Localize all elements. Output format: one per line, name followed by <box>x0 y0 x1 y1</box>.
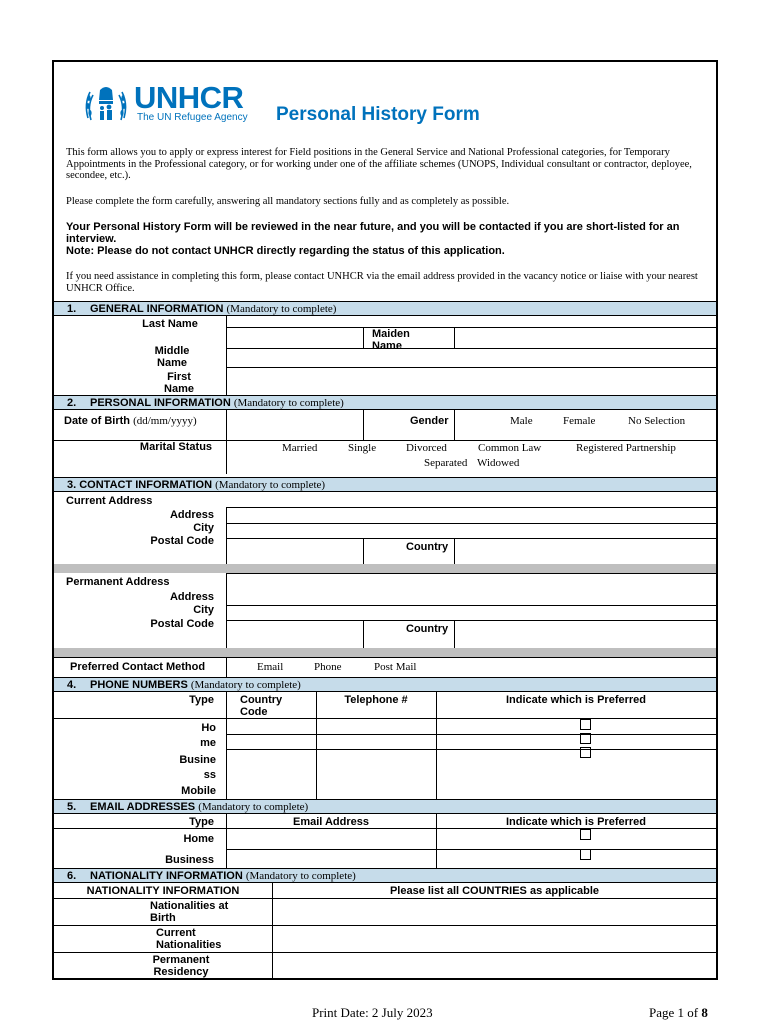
contact-option-email[interactable]: Email <box>257 661 284 673</box>
nationalities-at-birth-input[interactable] <box>273 899 716 924</box>
section-2-header: 2. PERSONAL INFORMATION (Mandatory to complete) <box>54 395 716 410</box>
gender-option-male[interactable]: Male <box>510 415 533 427</box>
last-name-label: Last Name <box>142 318 198 330</box>
marital-status-label: Marital Status <box>139 441 213 453</box>
section-3-header: 3. CONTACT INFORMATION (Mandatory to complete) <box>54 477 716 492</box>
email-business-input[interactable] <box>227 850 435 867</box>
gender-label: Gender <box>410 415 449 427</box>
maiden-name-label: Maiden Name <box>372 328 410 352</box>
page-number: Page 1 of 8 <box>649 1005 708 1020</box>
phone-business-preferred-checkbox[interactable] <box>580 733 591 744</box>
email-type-header: Type <box>189 816 214 828</box>
email-row-business-label: Business <box>165 854 214 866</box>
permanent-residency-label: Permanent Residency <box>152 954 210 978</box>
country-code-header: Country Code <box>240 694 283 718</box>
section-6-header: 6. NATIONALITY INFORMATION (Mandatory to complete) <box>54 868 716 883</box>
marital-option-common-law[interactable]: Common Law <box>478 442 542 454</box>
marital-option-widowed[interactable]: Widowed <box>477 457 520 469</box>
intro-paragraph-1: This form allows you to apply or express interest for Field positions in the General Service and National Professional categories, for Temporary Appointments in the Professional category, or for working under one of the affiliate schemes (UNOPS, Individual consultant or contractor, deployee, secondee, etc.). <box>66 147 692 181</box>
gender-option-none[interactable]: No Selection <box>628 415 686 427</box>
nationalities-at-birth-label: Nationalities at Birth <box>150 900 229 924</box>
org-name: UNHCR <box>134 80 244 115</box>
current-city-label: City <box>193 522 214 534</box>
current-postal-label: Postal Code <box>150 535 214 547</box>
section-5-header: 5. EMAIL ADDRESSES (Mandatory to complete) <box>54 799 716 814</box>
marital-option-separated[interactable]: Separated <box>424 457 468 469</box>
phone-preferred-header: Indicate which is Preferred <box>506 694 646 706</box>
phone-type-header: Type <box>189 694 214 706</box>
intro-paragraph-2: Please complete the form carefully, answering all mandatory sections fully and as completely as possible. <box>66 196 510 207</box>
maiden-name-input[interactable] <box>455 328 715 347</box>
first-name-label: First Name <box>164 371 194 395</box>
permanent-country-input[interactable] <box>455 621 715 647</box>
marital-option-married[interactable]: Married <box>282 442 318 454</box>
middle-name-input[interactable] <box>227 349 715 366</box>
list-countries-header: Please list all COUNTRIES as applicable <box>389 885 600 897</box>
last-name-input[interactable] <box>226 327 362 347</box>
permanent-postal-label: Postal Code <box>150 618 214 630</box>
marital-option-single[interactable]: Single <box>348 442 377 454</box>
phone-row-business-label: Business <box>179 754 216 781</box>
dob-input[interactable] <box>227 411 362 440</box>
current-address-label: Current Address <box>66 495 153 507</box>
current-address-input[interactable] <box>227 508 715 522</box>
current-nationalities-input[interactable] <box>273 926 716 951</box>
email-row-home-label: Home <box>183 833 214 845</box>
middle-name-label: Middle Name <box>154 345 190 369</box>
permanent-city-label: City <box>193 604 214 616</box>
permanent-address-input[interactable] <box>227 574 715 604</box>
email-business-preferred-checkbox[interactable] <box>580 849 591 860</box>
dob-label: Date of Birth (dd/mm/yyyy) <box>64 415 197 427</box>
email-home-input[interactable] <box>227 829 435 848</box>
email-home-preferred-checkbox[interactable] <box>580 829 591 840</box>
permanent-country-label: Country <box>406 623 449 635</box>
first-name-input[interactable] <box>227 368 715 394</box>
print-date: Print Date: 2 July 2023 <box>312 1005 433 1020</box>
intro-assistance: If you need assistance in completing this form, please contact UNHCR via the email address provided in the vacancy notice or liaise with your nearest UNHCR Office. <box>66 271 698 294</box>
permanent-city-input[interactable] <box>227 606 715 619</box>
gender-option-female[interactable]: Female <box>563 415 596 427</box>
contact-option-phone[interactable]: Phone <box>314 661 342 673</box>
section-4-header: 4. PHONE NUMBERS (Mandatory to complete) <box>54 677 716 692</box>
marital-option-divorced[interactable]: Divorced <box>406 442 447 454</box>
current-country-input[interactable] <box>455 539 715 563</box>
email-preferred-header: Indicate which is Preferred <box>506 816 646 828</box>
permanent-address-field-label: Address <box>169 591 214 603</box>
nationality-info-header: NATIONALITY INFORMATION <box>86 885 240 897</box>
section-1-header: 1. GENERAL INFORMATION (Mandatory to complete) <box>54 301 716 316</box>
preferred-contact-label: Preferred Contact Method <box>70 661 206 673</box>
marital-option-registered[interactable]: Registered Partnership <box>576 442 676 454</box>
telephone-header: Telephone # <box>344 694 408 706</box>
intro-contact-note: Note: Please do not contact UNHCR directly regarding the status of this application. <box>66 245 505 257</box>
permanent-postal-input[interactable] <box>227 621 362 647</box>
intro-review-notice: Your Personal History Form will be reviewed in the near future, and you will be contacted if you are short-listed for an interview. <box>66 221 680 245</box>
email-address-header: Email Address <box>292 816 369 828</box>
permanent-address-label: Permanent Address <box>66 576 170 588</box>
current-country-label: Country <box>406 541 449 553</box>
current-nationalities-label: Current Nationalities <box>156 927 222 951</box>
contact-option-post-mail[interactable]: Post Mail <box>374 661 417 673</box>
current-city-input[interactable] <box>227 524 715 537</box>
form-title: Personal History Form <box>276 104 480 125</box>
form-frame <box>52 60 718 980</box>
phone-row-home-label: Home <box>200 722 216 749</box>
phone-home-preferred-checkbox[interactable] <box>580 719 591 730</box>
phone-row-mobile-label: Mobile <box>181 785 216 797</box>
current-address-field-label: Address <box>169 509 214 521</box>
phone-mobile-preferred-checkbox[interactable] <box>580 747 591 758</box>
org-tagline: The UN Refugee Agency <box>137 112 248 123</box>
current-postal-input[interactable] <box>227 539 362 563</box>
permanent-residency-input[interactable] <box>273 953 716 979</box>
